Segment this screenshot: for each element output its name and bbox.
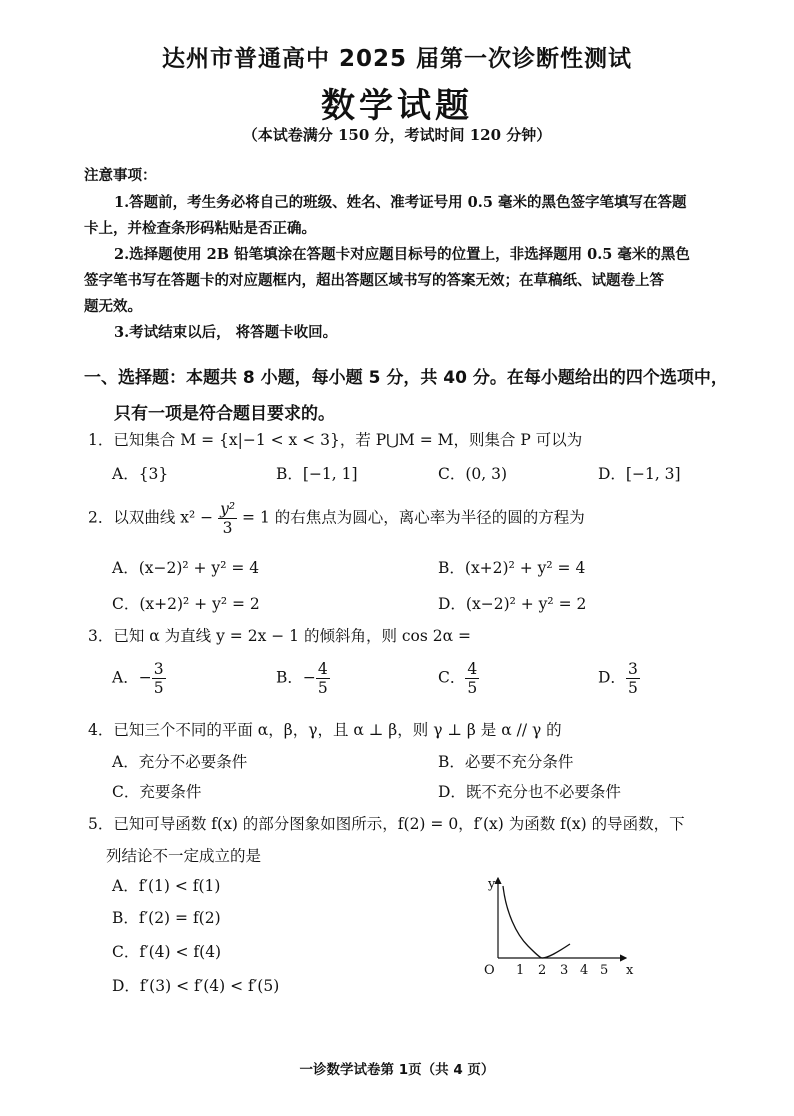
question-5-option-a: A．f′(1) < f(1) (112, 877, 221, 895)
question-3-option-c (438, 660, 479, 697)
question-3-option-a-numerator: 3 (153, 660, 164, 678)
question-2-option-c: C．(x+2)² + y² = 2 (112, 595, 260, 613)
question-1-option-d: D．[−1, 3] (598, 465, 681, 483)
question-3-option-b-numerator: 4 (317, 660, 328, 678)
function-graph (476, 872, 636, 982)
question-3-option-a-label: A． (112, 668, 139, 687)
graph-tick-5: 5 (600, 963, 609, 978)
graph-tick-4: 4 (580, 963, 589, 978)
question-2-fraction (218, 500, 237, 537)
question-4-stem: 4．已知三个不同的平面 α，β，γ，且 α ⊥ β，则 γ ⊥ β 是 α // γ 的 (88, 721, 562, 739)
question-5-option-d: D．f′(3) < f′(4) < f′(5) (112, 977, 280, 995)
question-3-option-d-numerator: 3 (627, 660, 638, 678)
notice-line-5: 题无效。 (84, 298, 142, 315)
subject-title: 数学试题 (321, 86, 473, 126)
question-3-option-d-label: D． (598, 668, 626, 687)
section-heading-line-2: 只有一项是符合题目要求的。 (114, 404, 335, 424)
question-3-option-c-label: C． (438, 668, 466, 687)
question-3-option-c-denominator: 5 (467, 679, 478, 697)
question-2-option-a: A．(x−2)² + y² = 4 (112, 559, 260, 577)
question-3-option-a-fraction (152, 660, 166, 697)
section-heading (84, 360, 764, 432)
question-2-option-b: B．(x+2)² + y² = 4 (438, 559, 586, 577)
graph-tick-3: 3 (560, 963, 569, 978)
question-3-option-a-denominator: 5 (153, 679, 164, 697)
question-3-option-b-sign: − (302, 668, 316, 687)
question-3-option-d (598, 660, 640, 697)
question-1-option-a: A．{3} (112, 465, 169, 483)
question-2-stem (88, 500, 585, 537)
question-3-option-a (112, 660, 166, 697)
page-footer: 一诊数学试卷第 1页（共 4 页） (299, 1062, 495, 1078)
notice-line-3: 2.选择题使用 2B 铅笔填涂在答题卡对应题目标号的位置上，非选择题用 0.5 毫米的黑色 (114, 246, 690, 263)
question-5-stem-line-2: 列结论不一定成立的是 (106, 847, 262, 865)
notice-line-1: 1.答题前，考生务必将自己的班级、姓名、准考证号用 0.5 毫米的黑色签字笔填写在答题 (114, 194, 687, 211)
question-3-option-c-numerator: 4 (467, 660, 478, 678)
question-3-option-b-label: B． (276, 668, 303, 687)
exam-subtitle: （本试卷满分 150 分，考试时间 120 分钟） (242, 126, 552, 144)
notice-line-4: 签字笔书写在答题卡的对应题框内，超出答题区域书写的答案无效；在草稿纸、试题卷上答 (84, 272, 664, 289)
notice-line-2: 卡上，并检查条形码粘贴是否正确。 (84, 220, 316, 237)
question-5-option-b: B．f′(2) = f(2) (112, 909, 221, 927)
graph-y-label: y (488, 877, 496, 892)
question-2-stem-pre: 2．以双曲线 x² − (88, 508, 214, 527)
question-3-option-b-fraction (316, 660, 330, 697)
question-1-option-b: B．[−1, 1] (276, 465, 358, 483)
graph-tick-1: 1 (516, 963, 525, 978)
question-3-option-b (276, 660, 330, 697)
question-3-option-c-fraction (465, 660, 479, 697)
question-3-option-b-denominator: 5 (317, 679, 328, 697)
question-2-stem-post: = 1 的右焦点为圆心，离心率为半径的圆的方程为 (242, 508, 585, 527)
graph-tick-2: 2 (538, 963, 547, 978)
question-3-option-a-sign: − (138, 668, 152, 687)
question-3-option-d-denominator: 5 (627, 679, 638, 697)
question-2-option-d: D．(x−2)² + y² = 2 (438, 595, 587, 613)
question-2-fraction-numerator: y² (220, 500, 236, 518)
question-4-option-a: A．充分不必要条件 (112, 753, 248, 771)
question-4-option-b: B．必要不充分条件 (438, 753, 574, 771)
question-4-option-d: D．既不充分也不必要条件 (438, 783, 621, 801)
exam-title: 达州市普通高中 2025 届第一次诊断性测试 (161, 46, 633, 72)
question-1-stem: 1．已知集合 M = {x|−1 < x < 3}，若 P⋃M = M，则集合 P 可以为 (88, 431, 583, 449)
notice-heading: 注意事项： (84, 167, 157, 184)
section-heading-line-1: 一、选择题：本题共 8 小题，每小题 5 分，共 40 分。在每小题给出的四个选项中， (84, 368, 728, 388)
graph-origin-label: O (484, 963, 495, 978)
question-3-stem: 3．已知 α 为直线 y = 2x − 1 的倾斜角，则 cos 2α = (88, 627, 472, 645)
graph-x-label: x (626, 963, 634, 978)
question-5-stem-line-1: 5．已知可导函数 f(x) 的部分图象如图所示，f(2) = 0，f′(x) 为函数 f(x) 的导函数，下 (88, 815, 685, 833)
question-3-option-d-fraction (626, 660, 640, 697)
question-2-fraction-denominator: 3 (222, 519, 233, 537)
question-4-option-c: C．充要条件 (112, 783, 202, 801)
notice-line-6: 3.考试结束以后， 将答题卡收回。 (114, 324, 338, 341)
function-curve (503, 886, 570, 958)
question-5-option-c: C．f′(4) < f(4) (112, 943, 222, 961)
question-1-option-c: C．(0, 3) (438, 465, 508, 483)
